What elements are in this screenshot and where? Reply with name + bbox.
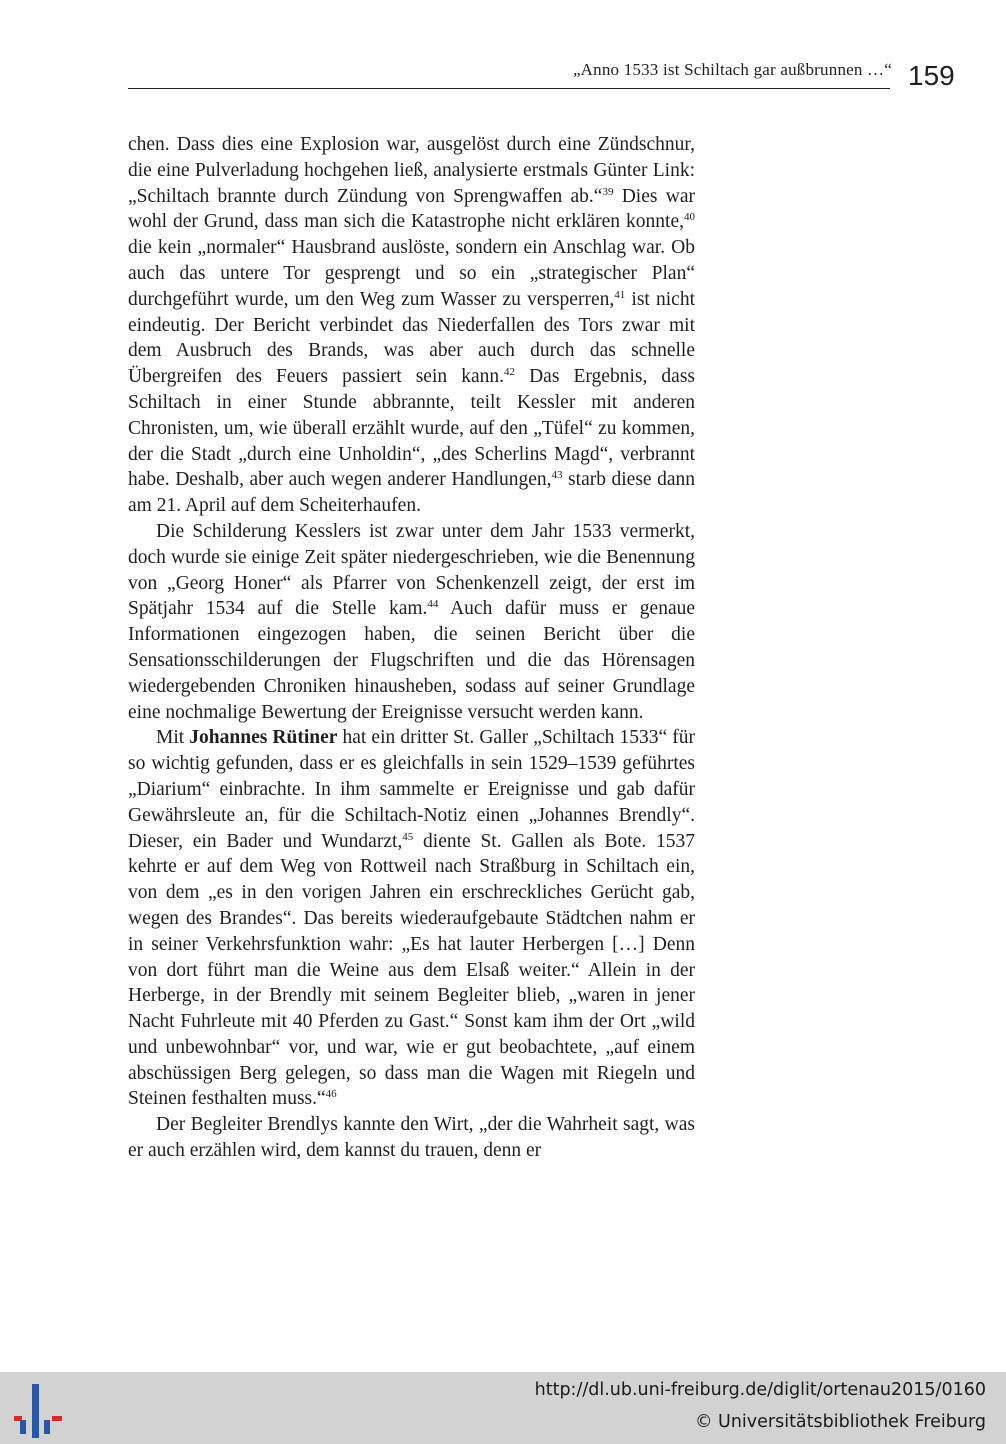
paragraph	[128, 132, 695, 519]
paragraph	[128, 519, 695, 725]
footnote-ref: 42	[504, 366, 515, 379]
running-head: „Anno 1533 ist Schiltach gar außbrunnen …“	[572, 60, 892, 79]
text-run: starb diese dann am 21. April auf dem Scheiterhaufen.	[128, 469, 695, 517]
text-run: hat ein dritter St. Galler „Schiltach 1533“ für so wichtig gefunden, dass er es gleichfalls in sein 1529–1539 geführtes „Diarium“ einbrachte. In ihm sammelte er Ereignisse und gab dafür Gewährsleute an, für die Schiltach-Notiz einen „Johannes Brendly“. Dieser, ein Bader und Wundarzt,	[128, 727, 695, 852]
text-run: Die Schilderung Kesslers ist zwar unter dem Jahr 1533 vermerkt, doch wurde sie einige Zeit später niedergeschrieben, wie die Benennung von „Georg Honer“ als Pfarrer von Schenkenzell zeigt, der erst im Spätjahr 1534 auf die Stelle kam.	[128, 520, 695, 620]
text-run: Das Ergebnis, dass Schiltach in einer Stunde abbrannte, teilt Kessler mit anderen Chronisten, um, wie überall erzählt wurde, auf den „Tüfel“ zu kommen, der die Stadt „durch eine Unholdin“, „des Scherlins Magd“, verbrannt habe. Deshalb, aber auch wegen anderer Handlungen,	[128, 366, 695, 491]
text-run: ist nicht eindeutig. Der Bericht verbindet das Niederfallen des Tors zwar mit dem Ausbruch des Brands, was aber auch durch das schnelle Übergreifen des Feuers passiert sein kann.	[128, 288, 695, 388]
text-run: Mit	[156, 727, 190, 749]
footer-url-link[interactable]: http://dl.ub.uni-freiburg.de/diglit/ortenau2015/0160	[534, 1380, 986, 1400]
text-run: Auch dafür muss er genaue Informationen eingezogen haben, die seinen Bericht über die Sensationsschilderungen der Flugschriften und die das Hörensagen wiedergebenden Chroniken hinausheben, sodass auf seiner Grundlage eine nochmalige Bewertung der Ereignisse versucht werden kann.	[128, 598, 696, 723]
text-run: Dies war wohl der Grund, dass man sich die Katastrophe nicht erklären konnte,	[128, 185, 695, 233]
text-run: die kein „normaler“ Hausbrand auslöste, sondern ein Anschlag war. Ob auch das untere Tor gesprengt und so ein „strategischer Plan“ durchgeführt wurde, um den Weg zum Wasser zu versperren,	[128, 237, 695, 310]
text-run: chen. Dass dies eine Explosion war, ausgelöst durch eine Zündschnur, die eine Pulverladung hochgehen ließ, analysierte erstmals Günter Link: „Schiltach brannte durch Zündung von Sprengwaffen ab.“	[128, 134, 695, 207]
text-run: diente St. Gallen als Bote. 1537 kehrte er auf dem Weg von Rottweil nach Straßburg in Schiltach ein, von dem „es in den vorigen Jahren ein erschreckliches Gerücht gab, wegen des Brandes“. Das bereits wiederaufgebaute Städtchen nahm er in seiner Verkehrsfunktion wahr: „Es hat lauter Herbergen […] Denn von dort führt man die Weine aus dem Elsaß weiter.“ Allein in der Herberge, in der Brendly mit seinem Begleiter blieb, „waren in jener Nacht Fuhrleute mit 40 Pferden zu Gast.“ Sonst kam ihm der Ort „wild und unbewohnbar“ vor, und war, wie er gut beobachtete, „auf einem abschüssigen Berg gelegen, so dass man die Wagen mit Riegeln und Steinen festhalten muss.“	[128, 830, 695, 1110]
footnote-ref: 43	[551, 469, 563, 482]
footnote-ref: 45	[402, 830, 414, 843]
ub-freiburg-logo-icon[interactable]	[14, 1380, 64, 1438]
header-rule	[128, 88, 890, 89]
text-run: Der Begleiter Brendlys kannte den Wirt, „der die Wahrheit sagt, was er auch erzählen wird, dem kannst du trauen, denn er	[128, 1114, 695, 1162]
footnote-ref: 40	[684, 211, 695, 224]
page-number: 159	[908, 60, 955, 91]
footer-copyright: © Universitätsbibliothek Freiburg	[694, 1412, 986, 1432]
footnote-ref: 39	[602, 185, 614, 198]
paragraph	[128, 725, 695, 1112]
footnote-ref: 44	[427, 598, 439, 611]
footer-bar	[0, 1372, 1006, 1444]
footnote-ref: 41	[614, 288, 626, 301]
body-text	[128, 132, 695, 1164]
bold-name: Johannes Rütiner	[189, 727, 338, 749]
paragraph	[128, 1112, 695, 1164]
footnote-ref: 46	[325, 1088, 337, 1101]
